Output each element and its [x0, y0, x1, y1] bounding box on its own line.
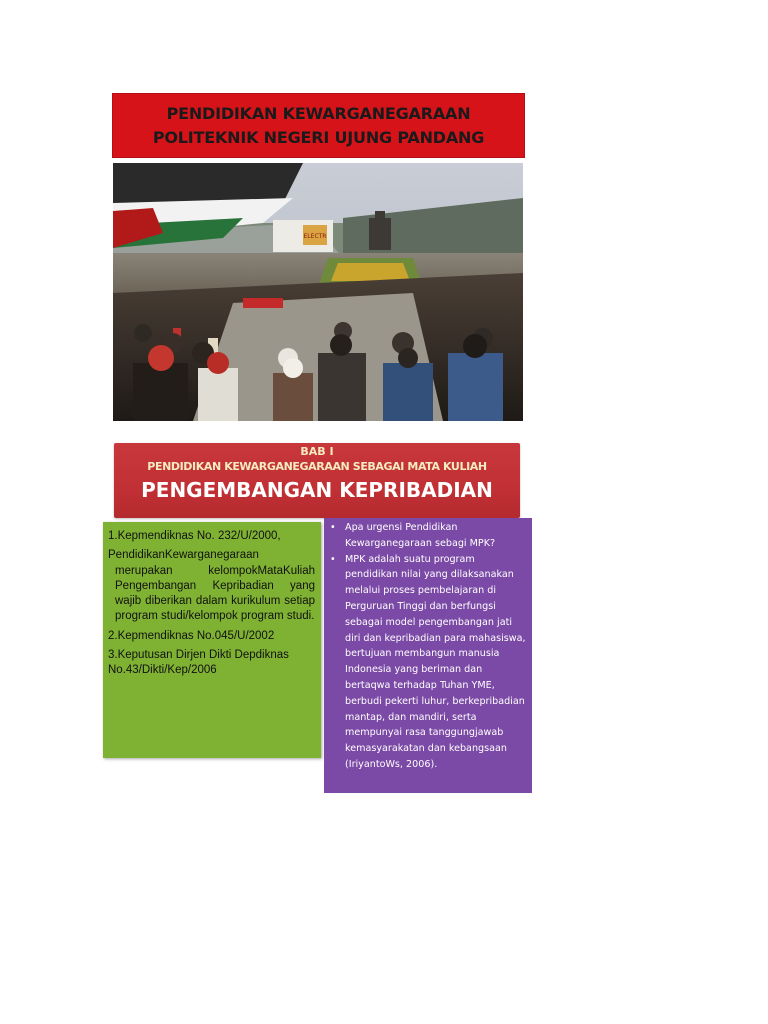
- question-item-1: [328, 520, 526, 552]
- answer-text: MPK adalah suatu program pendidikan nilai yang dilaksanakan melalui proses pembelajaran di Perguruan Tinggi dan berfungsi sebagai model pengembangan jati diri dan kepribadian para mahasiswa, bertujuan membangun manusia Indonesia yang beriman dan bertaqwa terhadap Tuhan YME, berbudi pekerti luhur, berkepribadian mantap, dan mandiri, serta mempunyai rasa tanggungjawab kemasyarakatan dan kebangsaan (IriyantoWs, 2006).: [345, 553, 526, 770]
- chapter-banner: [114, 443, 520, 518]
- rally-photo: [113, 163, 523, 421]
- bullet-icon: •: [330, 522, 336, 533]
- legal-basis-box: [103, 522, 321, 758]
- question-item-2: [328, 552, 526, 773]
- bullet-icon: •: [330, 553, 336, 565]
- legal-item-1-body-start: PendidikanKewarganegaraan: [108, 549, 259, 562]
- legal-item-2: 2.Kepmendiknas No.045/U/2002: [108, 629, 275, 642]
- question-text: Apa urgensi Pendidikan Kewarganegaraan sebagi MPK?: [345, 522, 496, 549]
- legal-item-1-body: merupakan kelompokMataKuliah Pengembangan Kepribadian yang wajib diberikan dalam kurikulum setiap program studi/kelompok program studi.: [115, 564, 315, 623]
- question-box: [324, 518, 532, 793]
- banner-text: ELECTR: [303, 233, 327, 240]
- legal-item-3: 3.Keputusan Dirjen Dikti Depdiknas No.43/Dikti/Kep/2006: [108, 649, 289, 677]
- header-banner: [112, 93, 525, 158]
- header-title-line1: PENDIDIKAN KEWARGANEGARAAN: [166, 103, 471, 123]
- header-title-line2: POLITEKNIK NEGERI UJUNG PANDANG: [152, 127, 485, 147]
- chapter-subtitle: PENDIDIKAN KEWARGANEGARAAN SEBAGAI MATA KULIAH: [147, 460, 487, 473]
- chapter-title: PENGEMBANGAN KEPRIBADIAN: [141, 478, 493, 502]
- legal-item-1-title: 1.Kepmendiknas No. 232/U/2000,: [108, 530, 281, 542]
- chapter-label: BAB I: [300, 445, 334, 458]
